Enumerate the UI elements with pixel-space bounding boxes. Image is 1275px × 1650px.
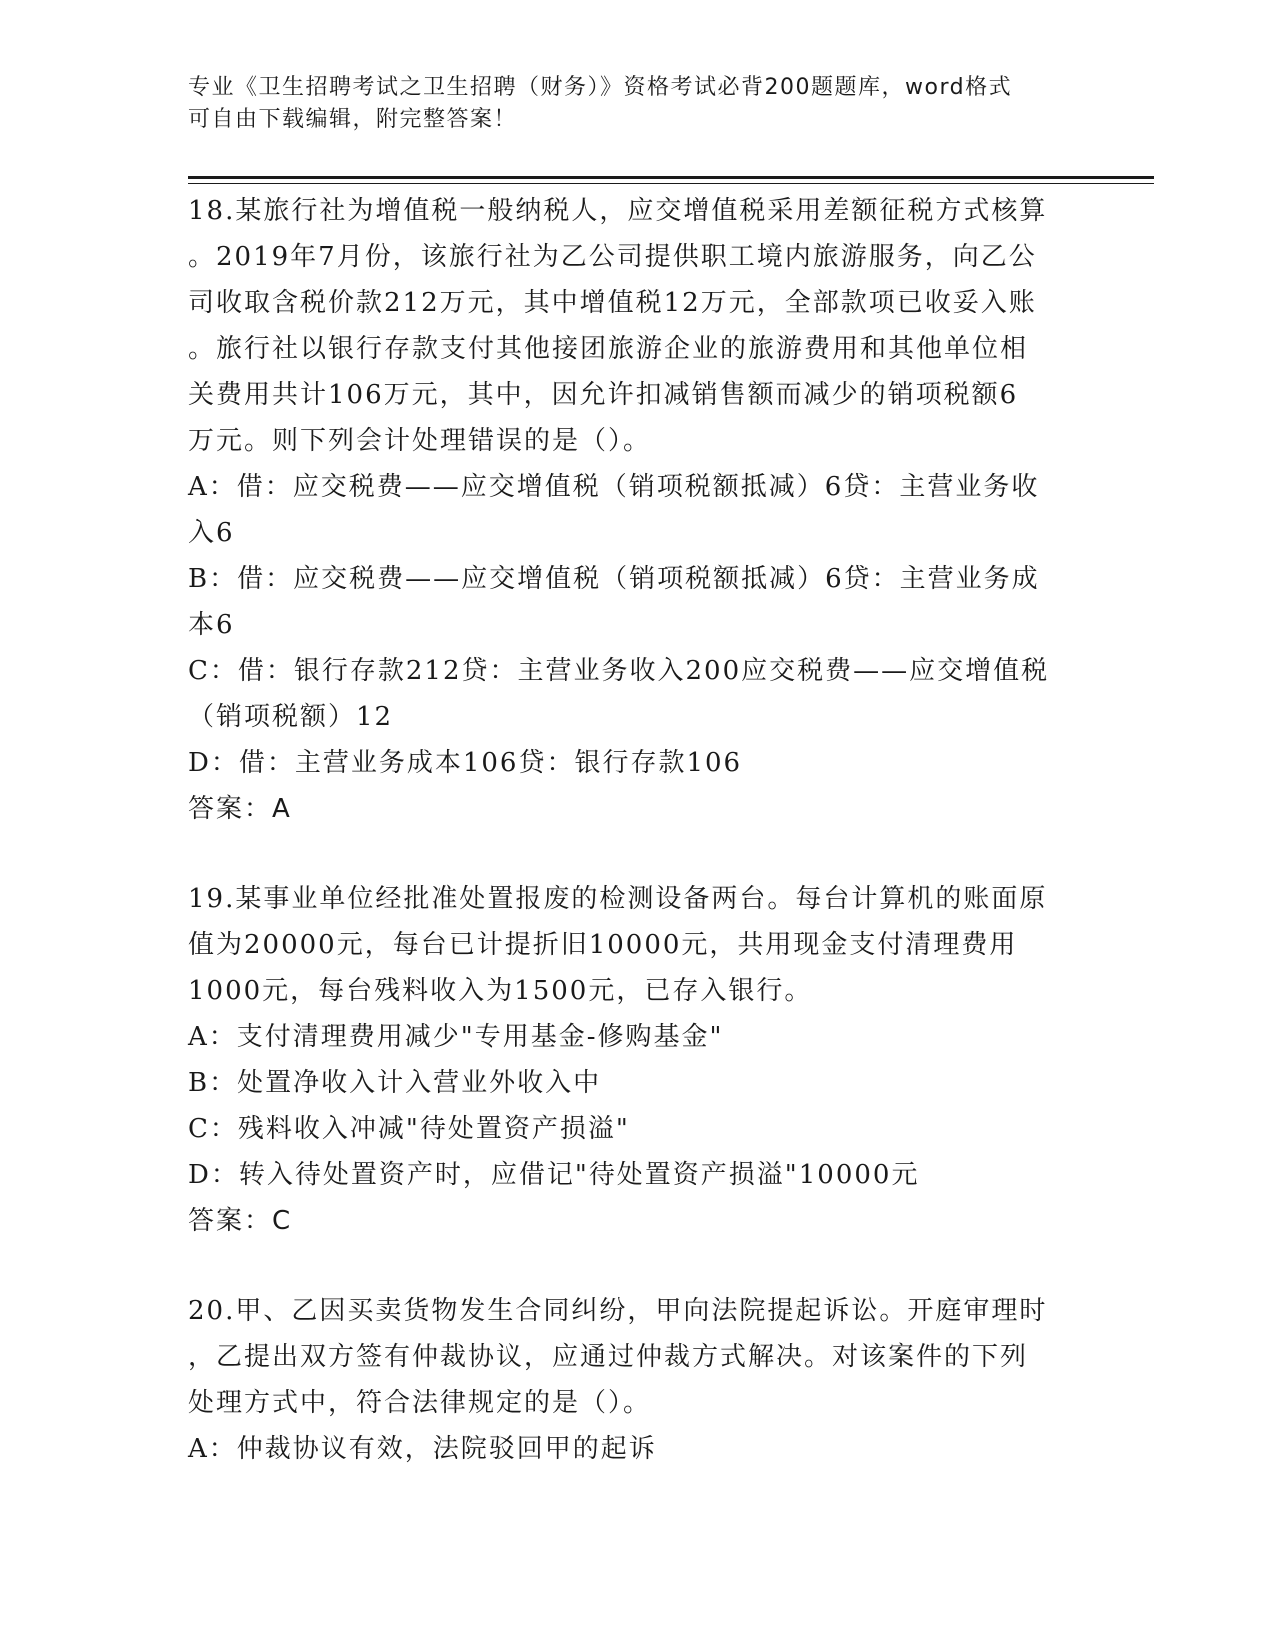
question-stem-line: 18.某旅行社为增值税一般纳税人，应交增值税采用差额征税方式核算	[188, 196, 1048, 226]
option-c-continued: （销项税额）12	[188, 702, 394, 732]
question-stem-line: 司收取含税价款212万元，其中增值税12万元，全部款项已收妥入账	[188, 288, 1037, 318]
question-list	[188, 188, 1088, 1472]
header-divider-thin	[188, 183, 1154, 184]
answer-text: 答案：A	[188, 794, 292, 824]
question-18	[188, 188, 1088, 832]
question-20	[188, 1288, 1088, 1472]
question-spacer	[188, 1244, 1088, 1288]
question-spacer	[188, 832, 1088, 876]
option-b-continued: 本6	[188, 610, 235, 640]
question-stem-line: 关费用共计106万元，其中，因允许扣减销售额而减少的销项税额6	[188, 380, 1019, 410]
document-header	[188, 72, 1068, 136]
question-stem-line: 20.甲、乙因买卖货物发生合同纠纷，甲向法院提起诉讼。开庭审理时	[188, 1296, 1048, 1326]
question-stem-line: ，乙提出双方签有仲裁协议，应通过仲裁方式解决。对该案件的下列	[188, 1342, 1029, 1372]
header-line-2: 可自由下载编辑，附完整答案！	[188, 107, 518, 132]
question-stem-line: 。旅行社以银行存款支付其他接团旅游企业的旅游费用和其他单位相	[188, 334, 1029, 364]
question-19	[188, 876, 1088, 1244]
option-d: D：转入待处置资产时，应借记"待处置资产损溢"10000元	[188, 1160, 920, 1190]
question-stem-line: 1000元，每台残料收入为1500元，已存入银行。	[188, 976, 813, 1006]
option-b: B：处置净收入计入营业外收入中	[188, 1068, 602, 1098]
option-a: A：仲裁协议有效，法院驳回甲的起诉	[188, 1434, 657, 1464]
option-a-continued: 入6	[188, 518, 235, 548]
question-stem-line: 值为20000元，每台已计提折旧10000元，共用现金支付清理费用	[188, 930, 1018, 960]
question-stem-line: 。2019年7月份，该旅行社为乙公司提供职工境内旅游服务，向乙公	[188, 242, 1037, 272]
option-b: B：借：应交税费——应交增值税（销项税额抵减）6贷：主营业务成	[188, 564, 1040, 594]
question-stem-line: 万元。则下列会计处理错误的是（）。	[188, 426, 652, 456]
question-stem-line: 处理方式中，符合法律规定的是（）。	[188, 1388, 652, 1418]
option-c: C：残料收入冲减"待处置资产损溢"	[188, 1114, 630, 1144]
option-a: A：支付清理费用减少"专用基金-修购基金"	[188, 1022, 724, 1052]
question-stem-line: 19.某事业单位经批准处置报废的检测设备两台。每台计算机的账面原	[188, 884, 1048, 914]
header-line-1: 专业《卫生招聘考试之卫生招聘（财务）》资格考试必背200题题库，word格式	[188, 75, 1013, 100]
option-c: C：借：银行存款212贷：主营业务收入200应交税费——应交增值税	[188, 656, 1050, 686]
option-d: D：借：主营业务成本106贷：银行存款106	[188, 748, 743, 778]
answer-text: 答案：C	[188, 1206, 293, 1236]
option-a: A：借：应交税费——应交增值税（销项税额抵减）6贷：主营业务收	[188, 472, 1040, 502]
header-divider-thick	[188, 176, 1154, 179]
